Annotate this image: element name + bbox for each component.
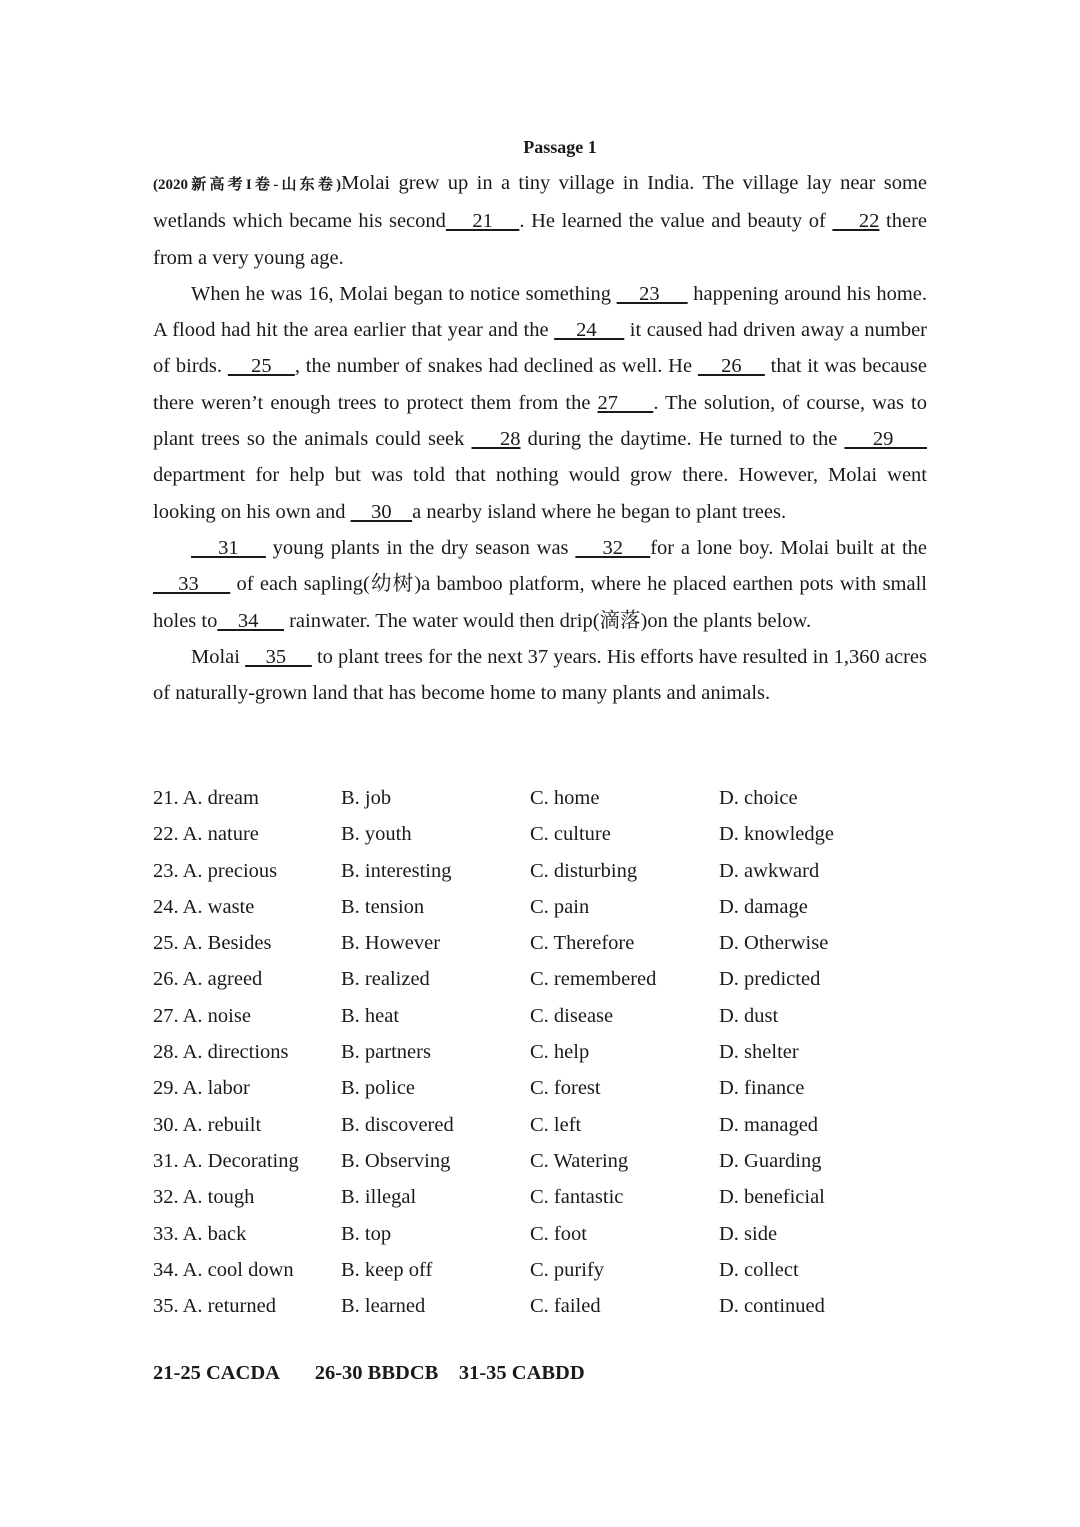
option-d: D. awkward — [719, 859, 820, 882]
option-c: C. foot — [530, 1222, 587, 1245]
passage-text: When he was 16, Molai began to notice something — [191, 282, 617, 305]
question-row — [153, 816, 927, 852]
option-b: B. Observing — [341, 1149, 451, 1172]
option-c: C. Watering — [530, 1149, 629, 1172]
passage-text: Molai — [191, 645, 246, 668]
option-b: B. illegal — [341, 1186, 417, 1209]
option-d: D. beneficial — [719, 1186, 825, 1209]
passage-paragraph — [153, 530, 927, 639]
blank-number: 30 — [350, 500, 413, 523]
option-d: D. choice — [719, 787, 798, 809]
option-a: 23. A. precious — [153, 859, 278, 882]
passage-title: Passage 1 — [523, 137, 597, 157]
passage-body — [153, 165, 927, 711]
option-a: 34. A. cool down — [153, 1258, 294, 1281]
passage-paragraph — [153, 165, 927, 276]
blank-number: 35 — [245, 645, 312, 668]
passage-text: to plant trees for the next 37 years. His efforts have resulted in 1,360 acres of naturally-grown land that has become home to many plants and animals. — [153, 645, 928, 705]
passage-text: Molai grew up in a tiny village in India. The village lay near some wetlands which became his second — [153, 172, 927, 233]
option-b: B. tension — [341, 895, 425, 918]
passage-text: . The solution, of course, was to plant trees so the animals could seek — [153, 391, 928, 451]
question-row — [153, 1070, 927, 1106]
option-b: B. top — [341, 1222, 392, 1245]
blank-number: 31 — [191, 536, 266, 559]
option-c: C. home — [530, 787, 600, 809]
option-b: B. keep off — [341, 1258, 433, 1281]
option-b: B. However — [341, 932, 441, 955]
option-b: B. realized — [341, 968, 430, 991]
passage-text: it caused had driven away a number of birds. — [153, 319, 928, 378]
option-b: B. learned — [341, 1295, 426, 1318]
option-d: D. predicted — [719, 968, 821, 991]
passage-paragraph — [153, 276, 927, 530]
option-a: 24. A. waste — [153, 895, 255, 918]
option-a: 35. A. returned — [153, 1295, 276, 1318]
option-c: C. failed — [530, 1295, 601, 1318]
blank-number: 29 — [844, 428, 928, 451]
answer-key — [153, 1362, 585, 1385]
passage-text: rainwater. The water would then drip(滴落)on the plants below. — [283, 609, 812, 632]
answer-group: 26-30 BBDCB — [314, 1362, 439, 1384]
option-d: D. knowledge — [719, 823, 835, 846]
option-b: B. interesting — [341, 859, 452, 882]
question-row — [153, 853, 927, 889]
question-row — [153, 1216, 927, 1252]
passage-text: for a lone boy. Molai built at the — [650, 536, 928, 559]
option-d: D. managed — [719, 1113, 819, 1136]
option-b: B. youth — [341, 823, 412, 846]
question-row — [153, 889, 927, 925]
passage-text: of each sapling(幼树)a bamboo platform, where he placed earthen pots with small holes to — [153, 573, 927, 632]
option-a: 31. A. Decorating — [153, 1149, 299, 1172]
option-d: D. continued — [719, 1295, 825, 1318]
blank-number: 24 — [554, 319, 625, 342]
blank-number: 34 — [217, 609, 284, 632]
blank-number: 28 — [471, 428, 521, 451]
options-list — [153, 780, 927, 1324]
option-c: C. disease — [530, 1004, 614, 1027]
option-c: C. Therefore — [530, 932, 635, 955]
question-row — [153, 961, 927, 997]
option-a: 21. A. dream — [153, 787, 259, 809]
passage-text: , the number of snakes had declined as well. He — [294, 355, 698, 378]
blank-number: 32 — [575, 536, 651, 559]
option-c: C. purify — [530, 1258, 605, 1281]
option-c: C. remembered — [530, 968, 657, 991]
question-row — [153, 925, 927, 961]
blank-number: 22 — [832, 210, 880, 233]
option-a: 27. A. noise — [153, 1004, 251, 1027]
option-d: D. dust — [719, 1004, 779, 1027]
source-label: (2020新高考I卷-山东卷) — [153, 177, 342, 193]
passage-text: . He learned the value and beauty of — [519, 210, 833, 233]
option-d: D. shelter — [719, 1041, 799, 1064]
option-b: B. job — [341, 787, 392, 809]
option-c: C. pain — [530, 895, 590, 918]
passage-text: happening around his home. A flood had hit the area earlier that year and the — [153, 282, 927, 342]
option-d: D. damage — [719, 895, 808, 918]
option-d: D. finance — [719, 1077, 805, 1100]
answer-group: 31-35 CABDD — [458, 1362, 585, 1384]
passage-paragraph — [153, 639, 927, 712]
question-row — [153, 1107, 927, 1143]
question-row — [153, 1288, 927, 1324]
option-d: D. Guarding — [719, 1149, 822, 1172]
question-row — [153, 780, 927, 816]
option-b: B. police — [341, 1077, 416, 1100]
blank-number: 33 — [153, 573, 231, 596]
option-d: D. collect — [719, 1258, 799, 1281]
option-d: D. Otherwise — [719, 932, 829, 955]
answer-group: 21-25 CACDA — [153, 1362, 279, 1384]
passage-text: department for help but was told that nothing would grow there. However, Molai went looking on his own and — [153, 464, 927, 523]
option-a: 33. A. back — [153, 1222, 247, 1245]
option-c: C. left — [530, 1113, 582, 1136]
blank-number: 25 — [227, 355, 295, 378]
option-b: B. partners — [341, 1041, 431, 1064]
option-a: 25. A. Besides — [153, 932, 272, 955]
question-row — [153, 1034, 927, 1070]
blank-number: 27 — [597, 391, 654, 414]
option-c: C. help — [530, 1041, 590, 1064]
passage-text: that it was because there weren’t enough trees to protect them from the — [153, 355, 927, 414]
option-c: C. forest — [530, 1077, 601, 1100]
option-a: 30. A. rebuilt — [153, 1113, 262, 1136]
option-a: 26. A. agreed — [153, 968, 263, 991]
passage-text: there from a very young age. — [153, 210, 927, 269]
option-b: B. heat — [341, 1004, 400, 1027]
blank-number: 21 — [445, 210, 520, 233]
option-a: 32. A. tough — [153, 1186, 255, 1209]
option-a: 29. A. labor — [153, 1077, 250, 1100]
option-c: C. fantastic — [530, 1186, 624, 1209]
option-a: 22. A. nature — [153, 823, 259, 846]
option-b: B. discovered — [341, 1113, 454, 1136]
question-row — [153, 998, 927, 1034]
blank-number: 23 — [616, 282, 688, 305]
question-row — [153, 1179, 927, 1215]
option-d: D. side — [719, 1222, 778, 1245]
question-row — [153, 1252, 927, 1288]
passage-text: a nearby island where he began to plant trees. — [412, 500, 787, 523]
passage-text: young plants in the dry season was — [265, 536, 576, 559]
option-a: 28. A. directions — [153, 1041, 289, 1064]
passage-text: during the daytime. He turned to the — [520, 428, 845, 451]
question-row — [153, 1143, 927, 1179]
option-c: C. disturbing — [530, 859, 638, 882]
option-c: C. culture — [530, 823, 611, 846]
blank-number: 26 — [697, 355, 765, 378]
